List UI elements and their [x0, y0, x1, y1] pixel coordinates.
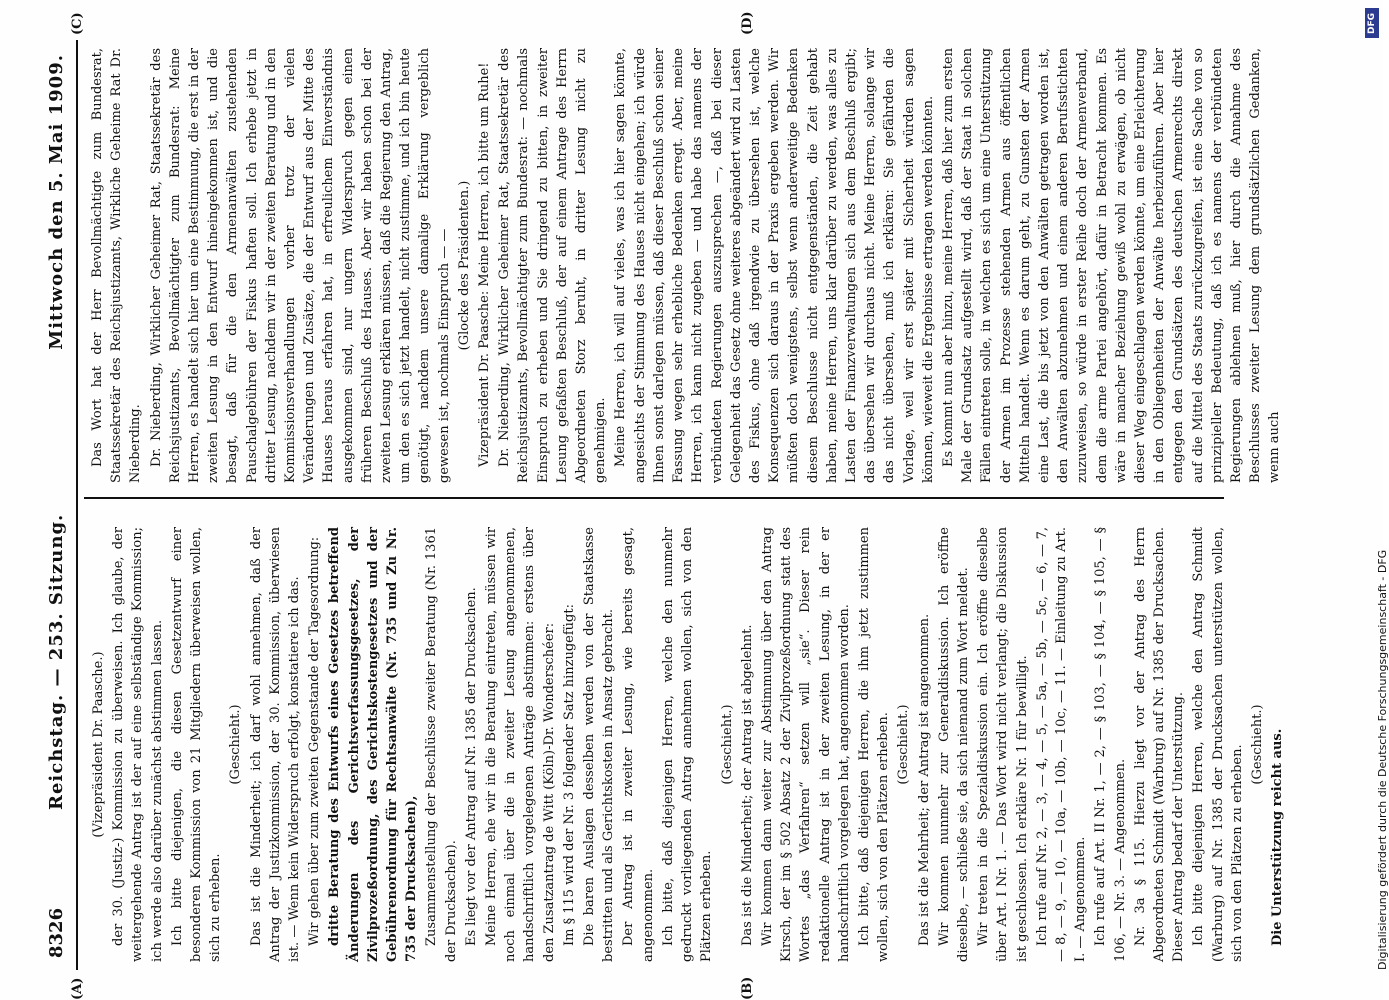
- paragraph: Meine Herren, ich will auf vieles, was ich hier sagen könnte, angesichts der Stimmung des Hauses nicht eingehen; ich würde Ihnen sonst darlegen müssen, daß dieser Beschluß schon seiner Fassung wegen sehr erhebliche Bedenken erregt. Aber, meine Herren, ich kann nicht zugeben — und habe das namens der verbündeten Regierungen auszusprechen —, daß bei dieser Gelegenheit das Gesetz ohne weiteres abgeändert wird zu Lasten des Fiskus, ohne daß irgendwie zu übersehen ist, welche Konsequenzen sich daraus in der Praxis ergeben werden. Wir müßten doch wenigstens, selbst wenn anderweitige Bedenken diesem Beschlusse nicht entgegenständen, die Zeit gehabt haben, meine Herren, uns klar darüber zu werden, was alles zu Lasten der Finanzverwaltungen sich aus dem Beschluß ergibt; das übersehen wir durchaus nicht. Meine Herren, solange wir das nicht übersehen, muß ich erklären: Sie gefährden die Vorlage, weil wir erst später mit Sicherheit würden sagen können, wieweit die Ergebnisse ertragen werden könnten.: [613, 48, 936, 483]
- digitization-credit-text: Digitalisierung gefördert durch die Deutsche Forschungsgemeinschaft - DFG: [1376, 549, 1389, 970]
- paragraph: Ich rufe auf Nr. 2, — 3, — 4, — 5, — 5a, — 5b, — 5c, — 6, — 7, — 8, — 9, — 10, — 10a, — 10b, — 10c, — 11. — Einleitung zu Art. I. — Angenommen.: [1034, 527, 1089, 962]
- stage-note: (Geschieht.): [719, 704, 735, 785]
- document-sheet: [40, 11, 1290, 1000]
- stage-note: (Geschieht.): [228, 704, 244, 785]
- paragraph: Zusammenstellung der Beschlüsse zweiter Beratung (Nr. 1361 der Drucksachen).: [424, 527, 459, 962]
- paragraph: Ich bitte diejenigen Herren, welche den Antrag Schmidt (Warburg) auf Nr. 1385 der Drucksachen unterstützen wollen, sich von den Plätzen zu erheben.: [1191, 527, 1245, 962]
- margin-mark-b: (B): [740, 976, 755, 1000]
- paragraph: Das ist die Minderheit; der Antrag ist abgelehnt.: [739, 624, 755, 946]
- margin-mark-c: (C): [70, 12, 85, 35]
- column-divider: [84, 497, 1224, 499]
- presiding-note: (Vizepräsident Dr. Paasche.): [91, 651, 106, 838]
- paragraph: Es liegt vor der Antrag auf Nr. 1385 der Drucksachen.: [463, 587, 479, 946]
- stage-note: (Geschieht.): [896, 704, 912, 785]
- paragraph: Der Antrag ist in zweiter Lesung, wie bereits gesagt, angenommen.: [621, 527, 656, 962]
- page-header: [40, 40, 76, 970]
- page-number: 8326: [46, 907, 67, 958]
- paragraph: der 30. (Justiz-) Kommission zu überweisen. Ich glaube, der weitergehende Antrag ist der auf eine selbständige Kommission; ich werde also darüber zunächst abstimmen lassen.: [111, 527, 165, 962]
- paragraph: Die Unterstützung reicht aus.: [1270, 728, 1286, 946]
- header-rule: [76, 40, 78, 970]
- dfg-logo-text: DFG: [1367, 12, 1377, 34]
- right-column: [88, 48, 1286, 483]
- session-title: Reichstag. — 253. Sitzung.: [46, 513, 67, 810]
- agenda-item: dritte Beratung des Entwurfs eines Gesetzes betreffend Änderungen des Gerichtsverfassungsgesetzes, der Zivilprozeßordnung, des Gerichtskostengesetzes und der Gebührenordnung für Rechtsanwälte (Nr. 735 und Zu Nr. 735 der Drucksachen),: [327, 527, 420, 962]
- paragraph: Das Wort hat der Herr Bevollmächtigte zum Bundesrat, Staatssekretär des Reichsjustizamts, Wirkliche Geheime Rat Dr. Nieberding.: [90, 48, 144, 483]
- session-date: Mittwoch den 5. Mai 1909.: [46, 54, 67, 350]
- paragraph: Ich bitte, daß diejenigen Herren, die ihm jetzt zustimmen wollen, sich von den Plätzen erheben.: [856, 527, 892, 962]
- dfg-logo: [1365, 8, 1379, 38]
- paragraph: Wir gehen über zum zweiten Gegenstande der Tagesordnung:: [307, 536, 323, 946]
- paragraph: Nr. 3a § 115. Hierzu liegt vor der Antrag des Herrn Abgeordneten Schmidt (Warburg) auf Nr. 1385 der Drucksachen. Dieser Antrag bedarf der Unterstützung.: [1132, 527, 1187, 962]
- paragraph: Dr. Nieberding, Wirklicher Geheimer Rat, Staatssekretär des Reichsjustizamts, Bevollmächtigter zum Bundesrat: Meine Herren, es handelt sich hier um eine Bestimmung, die erst in der zweiten Lesung in den Entwurf hineingekommen ist, und die besagt, daß für die den Armenanwälten zustehenden Pauschalgebühren der Fiskus haften soll. Ich erhebe jetzt in dritter Lesung, nachdem wir in der zweiten Beratung und in den Kommissionsverhandlungen vorher trotz der vielen Veränderungen und Zusätze, die der Entwurf aus der Mitte des Hauses heraus erfahren hat, in erfreulichem Einverständnis ausgekommen sind, nur ungern Widerspruch gegen einen früheren Beschluß des Hauses. Aber wir haben schon bei der zweiten Lesung erklären müssen, daß die Regierung den Antrag, um den es sich jetzt handelt, nicht zustimme, und ich bin heute genötigt, nachdem unsere damalige Erklärung vergeblich gewesen ist, nochmals Einspruch — —: [148, 48, 452, 483]
- left-column: [88, 527, 1288, 962]
- paragraph: Ich bitte, daß diejenigen Herren, welche den nunmehr gedruckt vorliegenden Antrag annehmen wollen, sich von den Plätzen erheben.: [660, 527, 715, 962]
- stage-note: (Geschieht.): [1249, 704, 1265, 785]
- paragraph: Ich rufe auf Art. II Nr. 1, — 2, — § 103, — § 104, — § 105, — § 106, — Nr. 3. — Angenommen.: [1093, 527, 1128, 962]
- margin-mark-a: (A): [70, 977, 85, 1000]
- paragraph: Wir treten in die Spezialdiskussion ein. Ich eröffne dieselbe über Art. I Nr. 1. — Das Wort wird nicht verlangt; die Diskussion ist geschlossen. Ich erkläre Nr. 1 für bewilligt.: [976, 527, 1030, 962]
- paragraph: Ich bitte diejenigen, die diesen Gesetzentwurf einer besonderen Kommission von 21 Mitgliedern überweisen wollen, sich zu erheben.: [169, 527, 224, 962]
- paragraph: Das ist die Minderheit; ich darf wohl annehmen, daß der Antrag der Justizkommission, der 30. Kommission, überwiesen ist. — Wenn kein Widerspruch erfolgt, konstatiere ich das.: [248, 527, 303, 962]
- paragraph: Das ist die Mehrheit; der Antrag ist angenommen.: [916, 613, 932, 946]
- paragraph: Es kommt nun aber hinzu, meine Herren, daß hier zum ersten Male der Grundsatz aufgestellt wird, daß der Staat in solchen Fällen eintreten solle, in welchen es sich um eine Unterstützung der Armen im Prozesse stehenden Armen aus öffentlichen Mitteln handelt. Wenn es darum geht, zu Gunsten der Armen eine Last, die bis jetzt von den Anwälten getragen worden ist, den Anwälten abzunehmen und einem anderen Berufsstichten zuzuweisen, so würde in erster Reihe doch der Armenverband, dem die arme Partei angehört, dafür in Betracht kommen. Es wäre in mancher Beziehung gewiß wohl zu erwägen, ob nicht dieser Weg eingeschlagen werden könnte, um eine Erleichterung in den Obliegenheiten der Anwälte herbeizuführen. Aber hier entgegen den Grundsätzen des deutschen Armenrechts direkt auf die Mittel des Staats zurückzugreifen, ist eine Sache von so prinzipieller Bedeutung, daß ich es namens der verbündeten Regierungen ablehnen muß, hier durch die Annahme des Beschlusses zweiter Lesung dem grundsätzlichen Gedanken, wenn auch: [940, 48, 1283, 483]
- margin-mark-d: (D): [740, 11, 755, 35]
- paragraph: Vizepräsident Dr. Paasche: Meine Herren, ich bitte um Ruhe!: [477, 62, 493, 467]
- paragraph: Wir kommen nunmehr zur Generaldiskussion. Ich eröffne dieselbe, — schließe sie, da sich niemand zum Wort meldet.: [936, 527, 971, 962]
- paragraph: Im § 115 wird der Nr. 3 folgender Satz hinzugefügt:: [561, 604, 577, 946]
- stage-note: (Glocke des Präsidenten.): [456, 180, 472, 351]
- digitization-credit: [1358, 10, 1389, 1000]
- paragraph: Wir kommen dann weiter zur Abstimmung über den Antrag Kirsch, der im § 502 Absatz 2 der Zivilprozeßordnung statt des Wortes „das Verfahren“ setzen will „sie“. Dieser rein redaktionelle Antrag ist in der zweiten Lesung, in der er handschriftlich vorgelegen hat, angenommen worden.: [759, 527, 852, 962]
- paragraph: Meine Herren, ehe wir in die Beratung eintreten, müssen wir noch einmal über die in zweiter Lesung angenommenen, handschriftlich vorgelegenen Anträge abstimmen: erstens über den Zusatzantrag de Witt (Köln)-Dr. Wonderschéer:: [484, 527, 557, 962]
- paragraph: Die baren Auslagen desselben werden von der Staatskasse bestritten und als Gerichtskosten in Ansatz gebracht.: [582, 527, 617, 962]
- paragraph: Dr. Nieberding, Wirklicher Geheimer Rat, Staatssekretär des Reichsjustizamts, Bevollmächtigter zum Bundesrat: — nochmals Einspruch zu erheben und Sie dringend zu bitten, in zweiter Lesung gefaßten Beschluß, der auf einem Antrage des Herrn Abgeordneten Storz beruht, in dritter Lesung nicht zu genehmigen.: [497, 48, 609, 483]
